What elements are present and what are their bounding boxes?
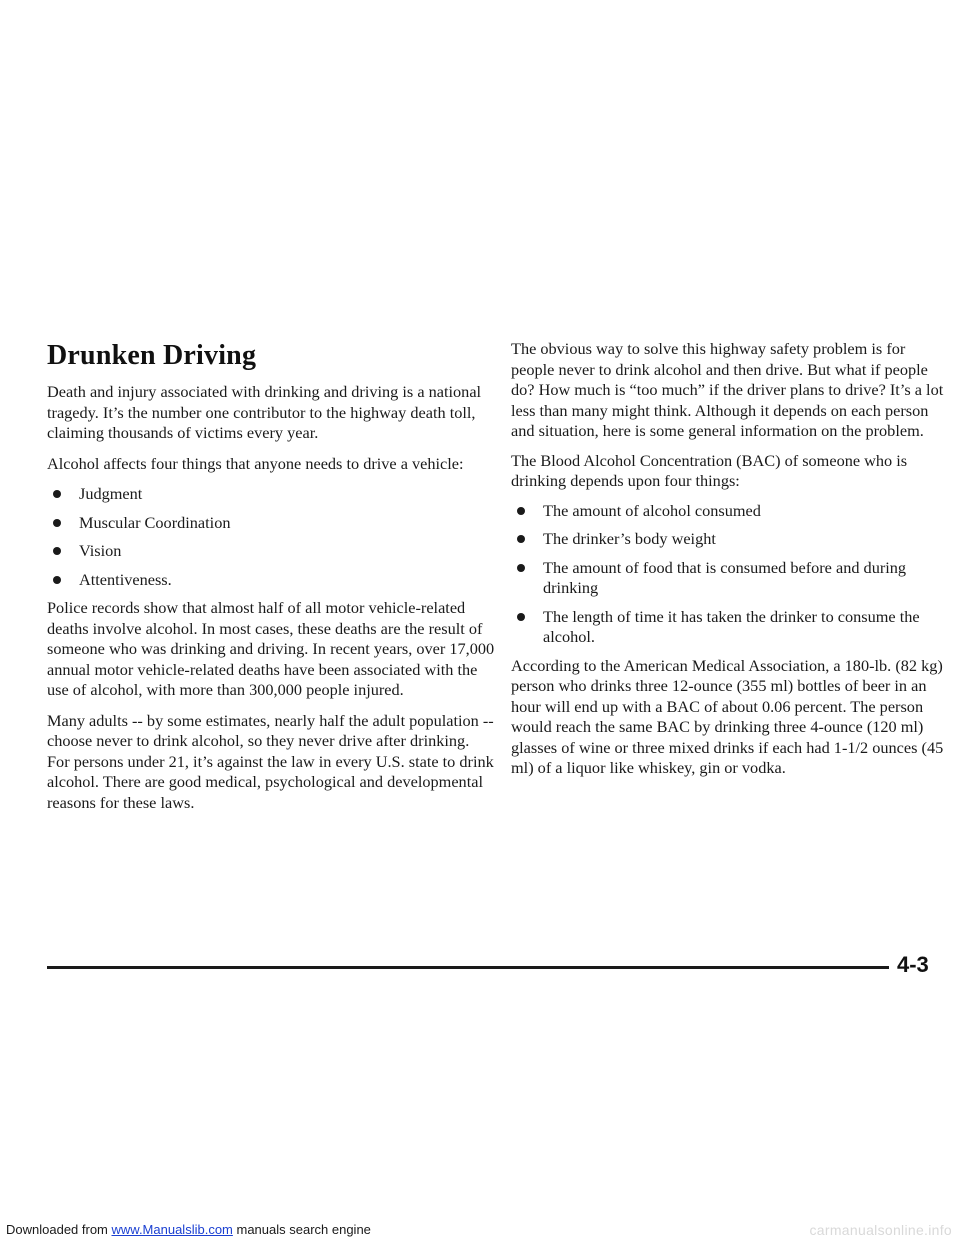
paragraph-ama: According to the American Medical Association, a 180-lb. (82 kg) person who drinks three 12-ounce (355 ml) bottles of beer in an hour will end up with a BAC of about 0.06 percent. The person would reach the same BAC by drinking three 4-ounce (120 ml) glasses of wine or three mixed drinks if each had 1-1/2 ounces (45 ml) of a liquor like whiskey, gin or vodka. <box>511 655 944 777</box>
paragraph-intro: Death and injury associated with drinking and driving is a national tragedy. It’s the number one contributor to the highway death toll, claiming thousands of victims every year. <box>47 382 482 442</box>
right-column <box>511 339 951 788</box>
list-item: The amount of alcohol consumed <box>511 501 951 522</box>
download-footer <box>6 1222 371 1238</box>
footer-suffix: manuals search engine <box>232 1222 371 1237</box>
section-title: Drunken Driving <box>47 340 257 371</box>
list-item: Attentiveness. <box>47 570 495 591</box>
paragraph-many-adults: Many adults -- by some estimates, nearly half the adult population -- choose never to drink alcohol, so they never drive after drinking. For persons under 21, it’s against the law in every U.S. state to drink alcohol. There are good medical, psychological and developmental reasons for these laws. <box>47 710 494 812</box>
footer-prefix: Downloaded from <box>6 1222 112 1237</box>
left-column <box>47 336 495 823</box>
list-item: The drinker’s body weight <box>511 529 951 550</box>
paragraph-police-records: Police records show that almost half of all motor vehicle-related deaths involve alcohol. In most cases, these deaths are the result of someone who was drinking and driving. In recent years, over 17,000 annual motor vehicle-related deaths have been associated with the use of alcohol, with more than 300,000 people injured. <box>47 598 495 699</box>
list-item: Judgment <box>47 484 495 505</box>
manualslib-link[interactable]: www.Manualslib.com <box>111 1222 233 1237</box>
bullet-list-bac-factors <box>511 501 951 648</box>
paragraph-obvious-way: The obvious way to solve this highway safety problem is for people never to drink alcohol and then drive. But what if people do? How much is “too much” if the driver plans to drive? It’s a lot less than many might think. Although it depends on each person and situation, here is some general information on the problem. <box>511 339 944 440</box>
list-item: The length of time it has taken the drinker to consume the alcohol. <box>511 607 951 648</box>
list-item: Muscular Coordination <box>47 513 495 534</box>
watermark-text: carmanualsonline.info <box>809 1222 952 1238</box>
paragraph-list-lead: Alcohol affects four things that anyone needs to drive a vehicle: <box>47 453 464 473</box>
bullet-list-affects <box>47 484 495 590</box>
paragraph-bac-lead: The Blood Alcohol Concentration (BAC) of someone who is drinking depends upon four things: <box>511 450 908 490</box>
footer-rule <box>47 966 889 969</box>
list-item: Vision <box>47 541 495 562</box>
list-item: The amount of food that is consumed before and during drinking <box>511 558 951 599</box>
page-number: 4-3 <box>897 952 929 977</box>
